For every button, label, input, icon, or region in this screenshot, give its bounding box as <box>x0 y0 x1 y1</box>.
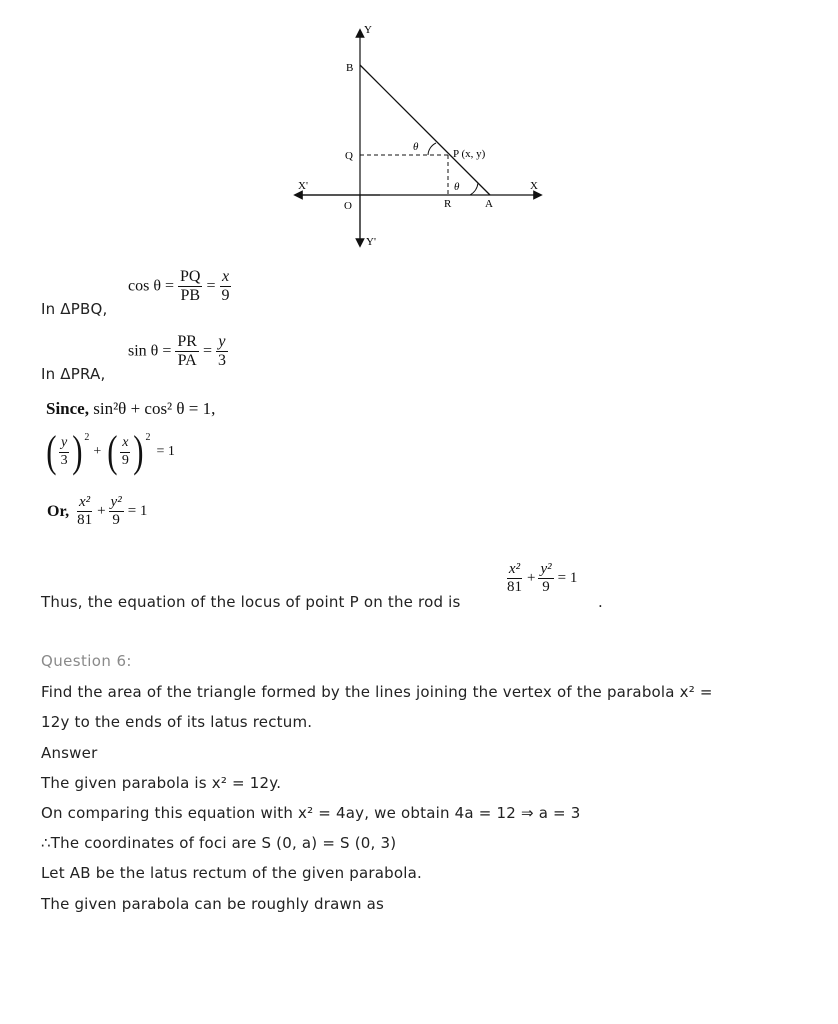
label-q: Q <box>345 150 353 162</box>
since-word: Since, <box>46 399 89 418</box>
conclusion-equation: $\frac{\text{x²}}{81}$ + $\frac{\text{y²}}{9}$ = 1 <box>507 561 578 596</box>
angle-arc-bottom <box>470 183 478 195</box>
answer-line-4: Let AB be the latus rectum of the given parabola. <box>41 864 422 882</box>
label-y-neg: Y' <box>366 236 376 248</box>
since-identity <box>46 399 215 419</box>
label-o: O <box>344 200 352 212</box>
label-x-neg: X' <box>298 180 308 192</box>
angle-arc-top <box>428 143 436 155</box>
conclusion-text: Thus, the equation of the locus of point P on the rod is <box>41 593 461 611</box>
conclusion-period: . <box>598 593 603 611</box>
squared-sum-equation: ( $\frac{y}{3}$ ) $^2$ + ( $\frac{x}{9}$ ) $^2$ = 1 <box>46 427 175 476</box>
label-b: B <box>346 62 354 74</box>
pra-prefix: In ΔPRA, <box>41 365 106 383</box>
cos-label: cos θ = <box>128 277 175 295</box>
cos-equation: cos θ = $\frac{PQ}{PB}$ = $\frac{x}{9}$ <box>128 268 230 305</box>
label-a: A <box>485 198 493 210</box>
label-r: R <box>444 198 452 210</box>
pbq-prefix: In ΔPBQ, <box>41 300 108 318</box>
pq-over-pb: $\frac{PQ}{PB}$ <box>180 268 201 305</box>
label-x: X <box>530 180 538 192</box>
answer-line-1: The given parabola is x² = 12y. <box>41 774 282 792</box>
question-line-1: Find the area of the triangle formed by the lines joining the vertex of the parabola x² = <box>41 683 713 701</box>
answer-line-3: ∴The coordinates of foci are S (0, a) = S (0, 3) <box>41 834 397 852</box>
answer-line-5: The given parabola can be roughly drawn as <box>41 895 385 913</box>
question-line-2: 12y to the ends of its latus rectum. <box>41 713 313 731</box>
sin-label: sin θ = <box>128 342 172 360</box>
label-y: Y <box>364 24 372 36</box>
pr-over-pa: $\frac{PR}{PA}$ <box>177 333 197 370</box>
or-equation: Or, $\frac{\text{x²}}{81}$ + $\frac{\text{y²}}{9}$ = 1 <box>47 494 148 529</box>
label-theta-top: θ <box>413 141 419 153</box>
label-p: P (x, y) <box>453 148 486 160</box>
identity: sin²θ + cos² θ = 1, <box>93 399 216 418</box>
x-over-9: $\frac{x}{9}$ <box>221 268 230 305</box>
locus-diagram <box>280 15 560 255</box>
y-over-3: $\frac{y}{3}$ <box>217 333 226 370</box>
question-title: Question 6: <box>41 652 132 670</box>
answer-label: Answer <box>41 744 98 762</box>
label-theta-bottom: θ <box>454 181 460 193</box>
answer-line-2: On comparing this equation with x² = 4ay, we obtain 4a = 12 ⇒ a = 3 <box>41 804 581 822</box>
rod-ba <box>360 65 490 195</box>
sin-equation: sin θ = $\frac{PR}{PA}$ = $\frac{y}{3}$ <box>128 333 226 370</box>
